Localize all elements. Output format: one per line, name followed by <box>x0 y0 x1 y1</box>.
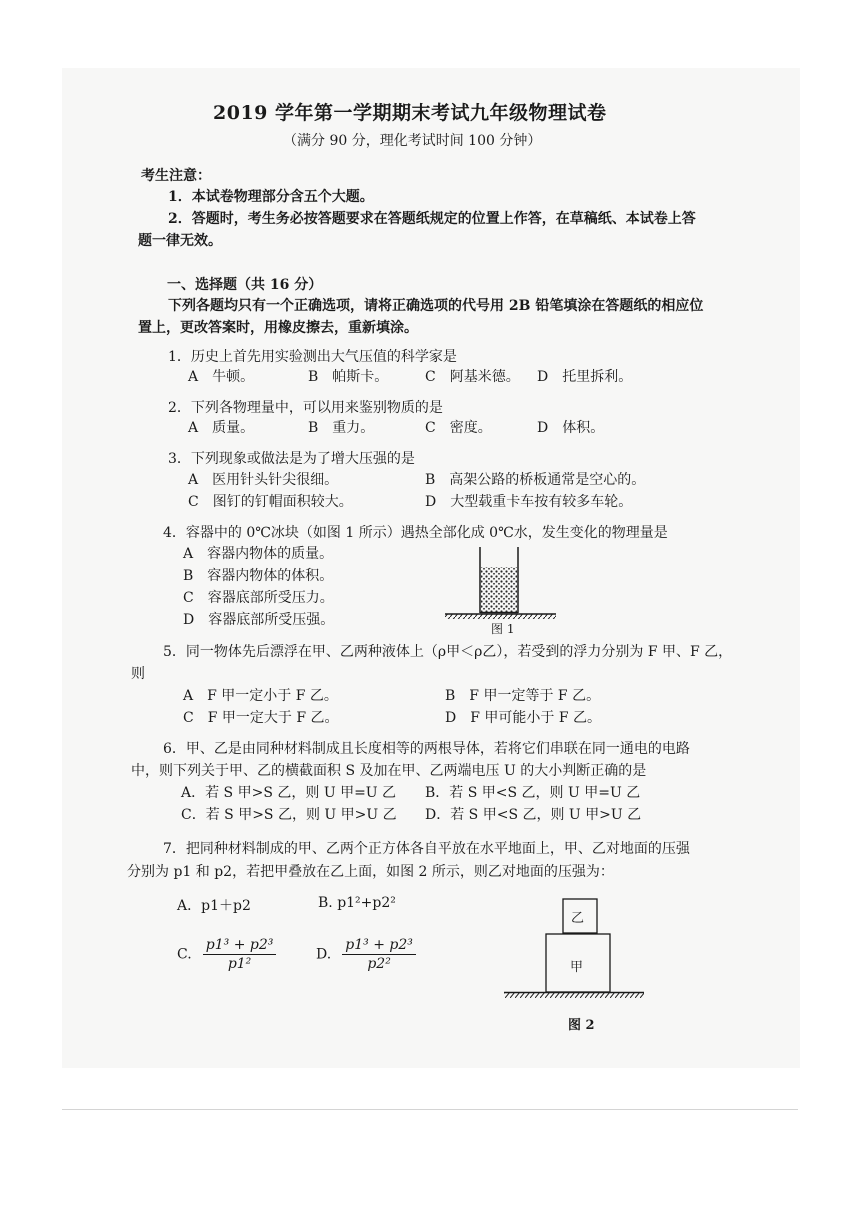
figure-1-container-diagram <box>440 545 560 625</box>
q6-stem-line1: 6．甲、乙是由同种材料制成且长度相等的两根导体，若将它们串联在同一通电的电路 <box>163 741 690 757</box>
q5-option-a: A F 甲一定小于 F 乙。 <box>183 688 338 704</box>
q2-option-b: B 重力。 <box>308 420 375 436</box>
page-divider <box>62 1109 798 1110</box>
figure-1-label: 图 1 <box>491 622 515 636</box>
q7-option-c <box>177 937 276 972</box>
q7-option-d-denominator: p2² <box>367 956 391 972</box>
q6-option-a: A．若 S 甲>S 乙，则 U 甲=U 乙 <box>181 785 397 801</box>
q5-stem-line2: 则 <box>131 666 145 682</box>
notice-item-1: 1．本试卷物理部分含五个大题。 <box>168 189 374 205</box>
q7-option-b: B. p1²+p2² <box>318 895 396 911</box>
notice-item-2-line2: 题一律无效。 <box>138 233 222 249</box>
q3-option-b: B 高架公路的桥板通常是空心的。 <box>425 472 646 488</box>
q7-option-d <box>316 937 416 972</box>
q4-option-d: D 容器底部所受压强。 <box>183 612 335 628</box>
q5-stem-line1: 5．同一物体先后漂浮在甲、乙两种液体上（ρ甲＜ρ乙），若受到的浮力分别为 F 甲、F 乙， <box>163 644 733 660</box>
q7-option-c-numerator: p1³ + p2³ <box>203 937 277 955</box>
q3-option-c: C 图钉的钉帽面积较大。 <box>188 494 353 510</box>
q2-option-a: A 质量。 <box>188 420 255 436</box>
q7-option-d-numerator: p1³ + p2³ <box>342 937 416 955</box>
section1-instr-line1: 下列各题均只有一个正确选项，请将正确选项的代号用 2B 铅笔填涂在答题纸的相应位 <box>168 298 704 314</box>
q1-option-b: B 帕斯卡。 <box>308 369 389 385</box>
q4-option-a: A 容器内物体的质量。 <box>183 546 334 562</box>
figure-2-label: 图 2 <box>568 1018 595 1033</box>
q4-stem: 4．容器中的 0℃冰块（如图 1 所示）遇热全部化成 0℃水，发生变化的物理量是 <box>163 525 668 541</box>
q1-option-d: D 托里拆利。 <box>537 369 633 385</box>
q3-option-a: A 医用针头针尖很细。 <box>188 472 339 488</box>
q4-option-c: C 容器底部所受压力。 <box>183 590 334 606</box>
q1-option-a: A 牛顿。 <box>188 369 255 385</box>
q1-stem: 1．历史上首先用实验测出大气压值的科学家是 <box>168 349 457 365</box>
q2-option-c: C 密度。 <box>425 420 492 436</box>
q2-stem: 2．下列各物理量中，可以用来鉴别物质的是 <box>168 400 443 416</box>
figure-2-label-yi: 乙 <box>571 911 585 926</box>
q7-option-d-letter: D. <box>316 946 332 963</box>
q1-option-c: C 阿基米德。 <box>425 369 520 385</box>
q7-option-c-letter: C. <box>177 946 192 963</box>
q5-option-b: B F 甲一定等于 F 乙。 <box>445 688 601 704</box>
q7-option-d-fraction <box>342 937 416 972</box>
q3-stem: 3．下列现象或做法是为了增大压强的是 <box>168 451 415 467</box>
figure-2-label-jia: 甲 <box>570 960 584 975</box>
q6-option-c: C．若 S 甲>S 乙，则 U 甲>U 乙 <box>181 807 397 823</box>
q6-stem-line2: 中，则下列关于甲、乙的横截面积 S 及加在甲、乙两端电压 U 的大小判断正确的是 <box>131 763 647 779</box>
q7-option-c-denominator: p1² <box>227 956 252 972</box>
q6-option-d: D．若 S 甲<S 乙，则 U 甲>U 乙 <box>425 807 642 823</box>
exam-subtitle: （满分 90 分，理化考试时间 100 分钟） <box>283 133 542 149</box>
section1-instr-line2: 置上，更改答案时，用橡皮擦去，重新填涂。 <box>138 320 418 336</box>
q4-option-b: B 容器内物体的体积。 <box>183 568 334 584</box>
q7-stem-line1: 7．把同种材料制成的甲、乙两个正方体各自平放在水平地面上，甲、乙对地面的压强 <box>163 841 690 857</box>
q5-option-d: D F 甲可能小于 F 乙。 <box>445 710 602 726</box>
q7-option-c-fraction <box>203 937 277 972</box>
q3-option-d: D 大型载重卡车按有较多车轮。 <box>425 494 633 510</box>
q5-option-c: C F 甲一定大于 F 乙。 <box>183 710 339 726</box>
notice-heading: 考生注意： <box>141 168 211 184</box>
ice-block <box>481 567 517 612</box>
q7-option-a: A．p1＋p2 <box>177 898 251 914</box>
q7-stem-line2: 分别为 p1 和 p2，若把甲叠放在乙上面，如图 2 所示，则乙对地面的压强为： <box>127 864 614 880</box>
notice-item-2-line1: 2．答题时，考生务必按答题要求在答题纸规定的位置上作答，在草稿纸、本试卷上答 <box>168 211 696 227</box>
exam-title: 2019 学年第一学期期末考试九年级物理试卷 <box>213 102 607 124</box>
section1-heading: 一、选择题（共 16 分） <box>167 277 323 293</box>
q2-option-d: D 体积。 <box>537 420 605 436</box>
q6-option-b: B．若 S 甲<S 乙，则 U 甲=U 乙 <box>425 785 641 801</box>
